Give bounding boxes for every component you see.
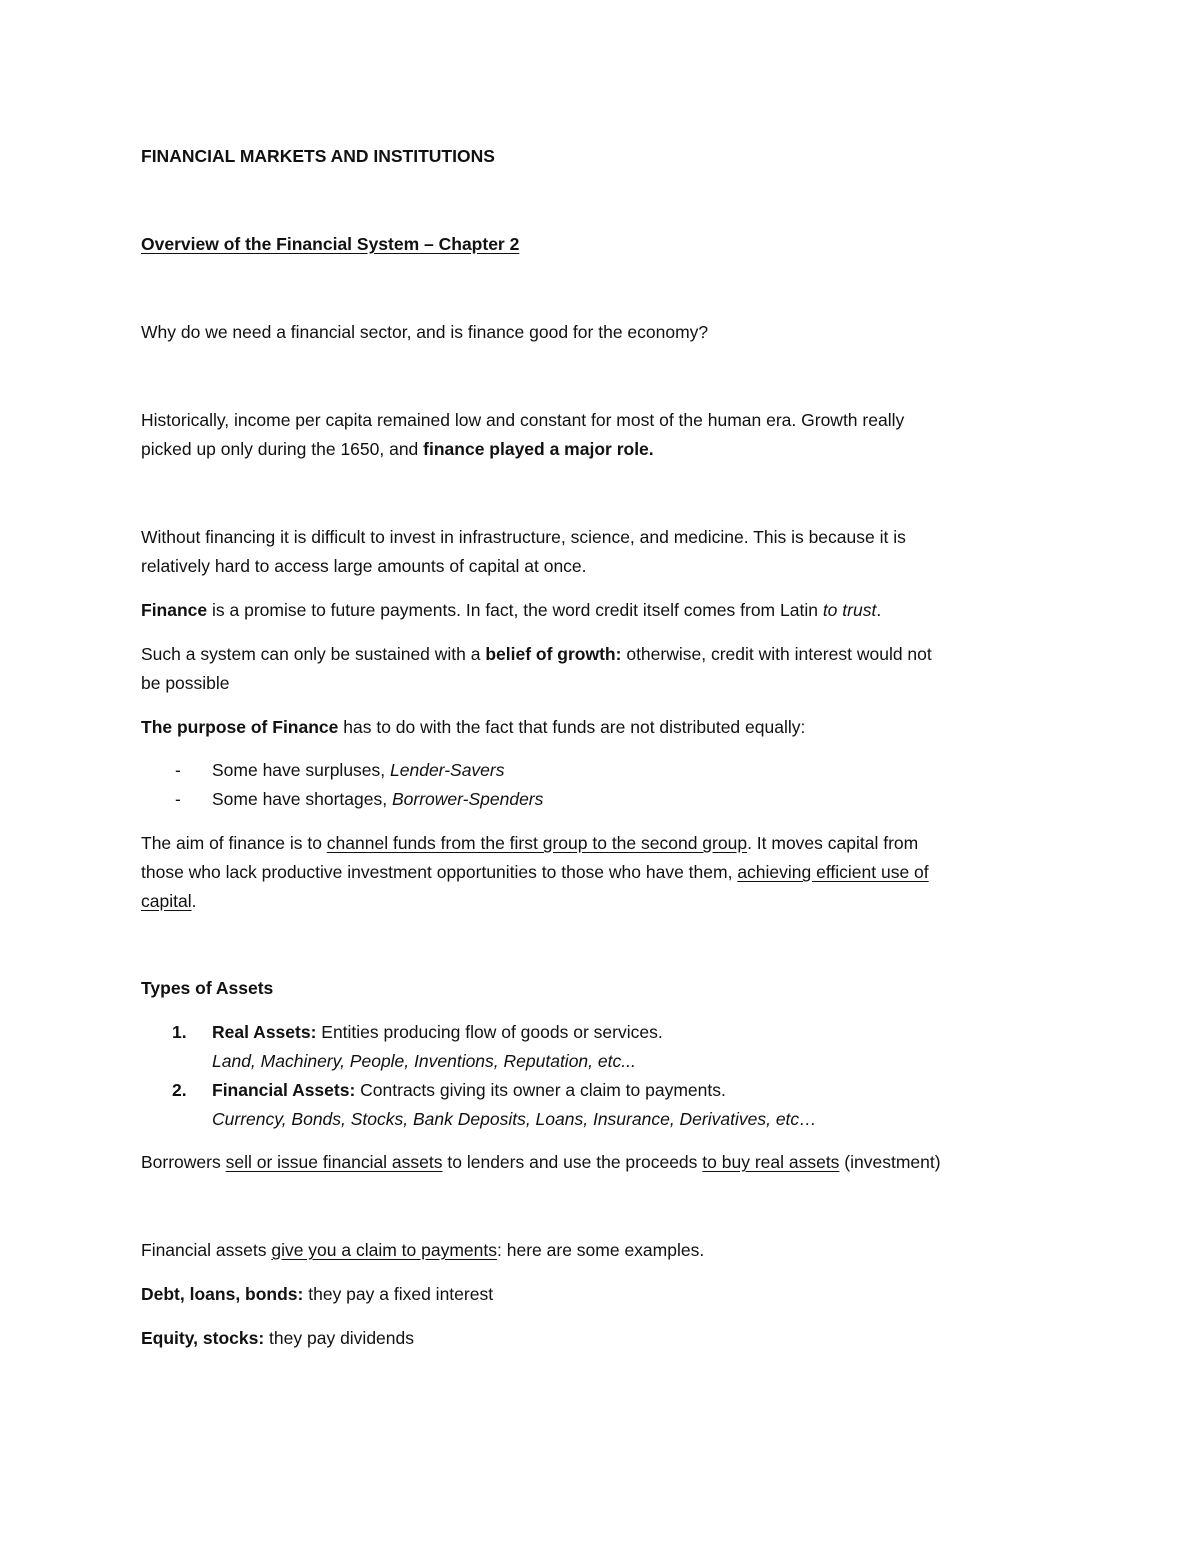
borrowers-text-c: to lenders and use the proceeds [442,1152,703,1172]
asset-label: Financial Assets: [212,1080,356,1100]
document-title: FINANCIAL MARKETS AND INSTITUTIONS [141,146,495,166]
list-number: 1. [172,1022,187,1042]
borrowers-paragraph [141,1148,941,1177]
belief-line-1 [141,640,932,669]
belief-emphasis: belief of growth: [485,644,622,664]
claim-text-a: Financial assets [141,1240,272,1260]
purpose-text: has to do with the fact that funds are not distributed equally: [338,717,806,737]
aim-line-1 [141,829,918,858]
bullet-marker: - [175,760,181,780]
promise-latin: to trust [822,600,877,620]
asset-text: Entities producing flow of goods or services. [316,1022,663,1042]
aim-underline-2: achieving efficient use of [737,862,929,882]
asset-item [212,1018,663,1047]
promise-text: is a promise to future payments. In fact, the word credit itself comes from Latin [207,600,823,620]
purpose-paragraph [141,713,805,742]
history-text: picked up only during the 1650, and [141,439,424,459]
aim-text-a: The aim of finance is to [141,833,327,853]
bullet-italic: Borrower-Spenders [391,789,544,809]
belief-line-2: be possible [141,673,230,693]
borrowers-text-a: Borrowers [141,1152,226,1172]
history-emphasis: finance played a major role. [423,439,654,459]
borrowers-text-e: (investment) [839,1152,941,1172]
asset-examples: Land, Machinery, People, Inventions, Reputation, etc... [212,1051,636,1071]
bullet-italic: Lender-Savers [390,760,505,780]
debt-text: they pay a fixed interest [303,1284,494,1304]
aim-line-3 [141,887,196,916]
without-line-1: Without financing it is difficult to invest in infrastructure, science, and medicine. This is because it is [141,527,906,547]
promise-paragraph [141,596,881,625]
asset-item [212,1076,726,1105]
aim-line-2 [141,858,929,887]
borrowers-underline-1: sell or issue financial assets [225,1152,443,1172]
bullet-marker: - [175,789,181,809]
bullet-item [212,756,504,785]
promise-term: Finance [141,600,208,620]
borrowers-underline-2: to buy real assets [702,1152,840,1172]
aim-underline-1: channel funds from the first group to the second group [326,833,748,853]
bullet-item [212,785,543,814]
debt-term: Debt, loans, bonds: [141,1284,304,1304]
belief-text-c: otherwise, credit with interest would not [621,644,932,664]
claim-paragraph [141,1236,704,1265]
claim-text-c: : here are some examples. [497,1240,705,1260]
history-line-1: Historically, income per capita remained low and constant for most of the human era. Growth really [141,410,905,430]
asset-examples: Currency, Bonds, Stocks, Bank Deposits, Loans, Insurance, Derivatives, etc… [212,1109,817,1129]
claim-underline: give you a claim to payments [271,1240,498,1260]
asset-text: Contracts giving its owner a claim to payments. [355,1080,726,1100]
belief-text-a: Such a system can only be sustained with a [141,644,486,664]
list-number: 2. [172,1080,187,1100]
history-line-2 [141,435,654,464]
aim-text-c: . It moves capital from [747,833,919,853]
types-heading: Types of Assets [141,978,274,998]
chapter-heading: Overview of the Financial System – Chapter 2 [141,234,520,254]
equity-paragraph [141,1324,414,1353]
aim-text-line2: those who lack productive investment opportunities to those who have them, [141,862,738,882]
promise-end: . [876,600,882,620]
bullet-text: Some have shortages, [212,789,392,809]
equity-term: Equity, stocks: [141,1328,265,1348]
asset-label: Real Assets: [212,1022,317,1042]
purpose-term: The purpose of Finance [141,717,339,737]
intro-question: Why do we need a financial sector, and is finance good for the economy? [141,322,709,342]
debt-paragraph [141,1280,493,1309]
equity-text: they pay dividends [264,1328,415,1348]
aim-underline-3: capital [141,891,192,911]
without-line-2: relatively hard to access large amounts of capital at once. [141,556,587,576]
bullet-text: Some have surpluses, [212,760,391,780]
aim-end: . [191,891,197,911]
